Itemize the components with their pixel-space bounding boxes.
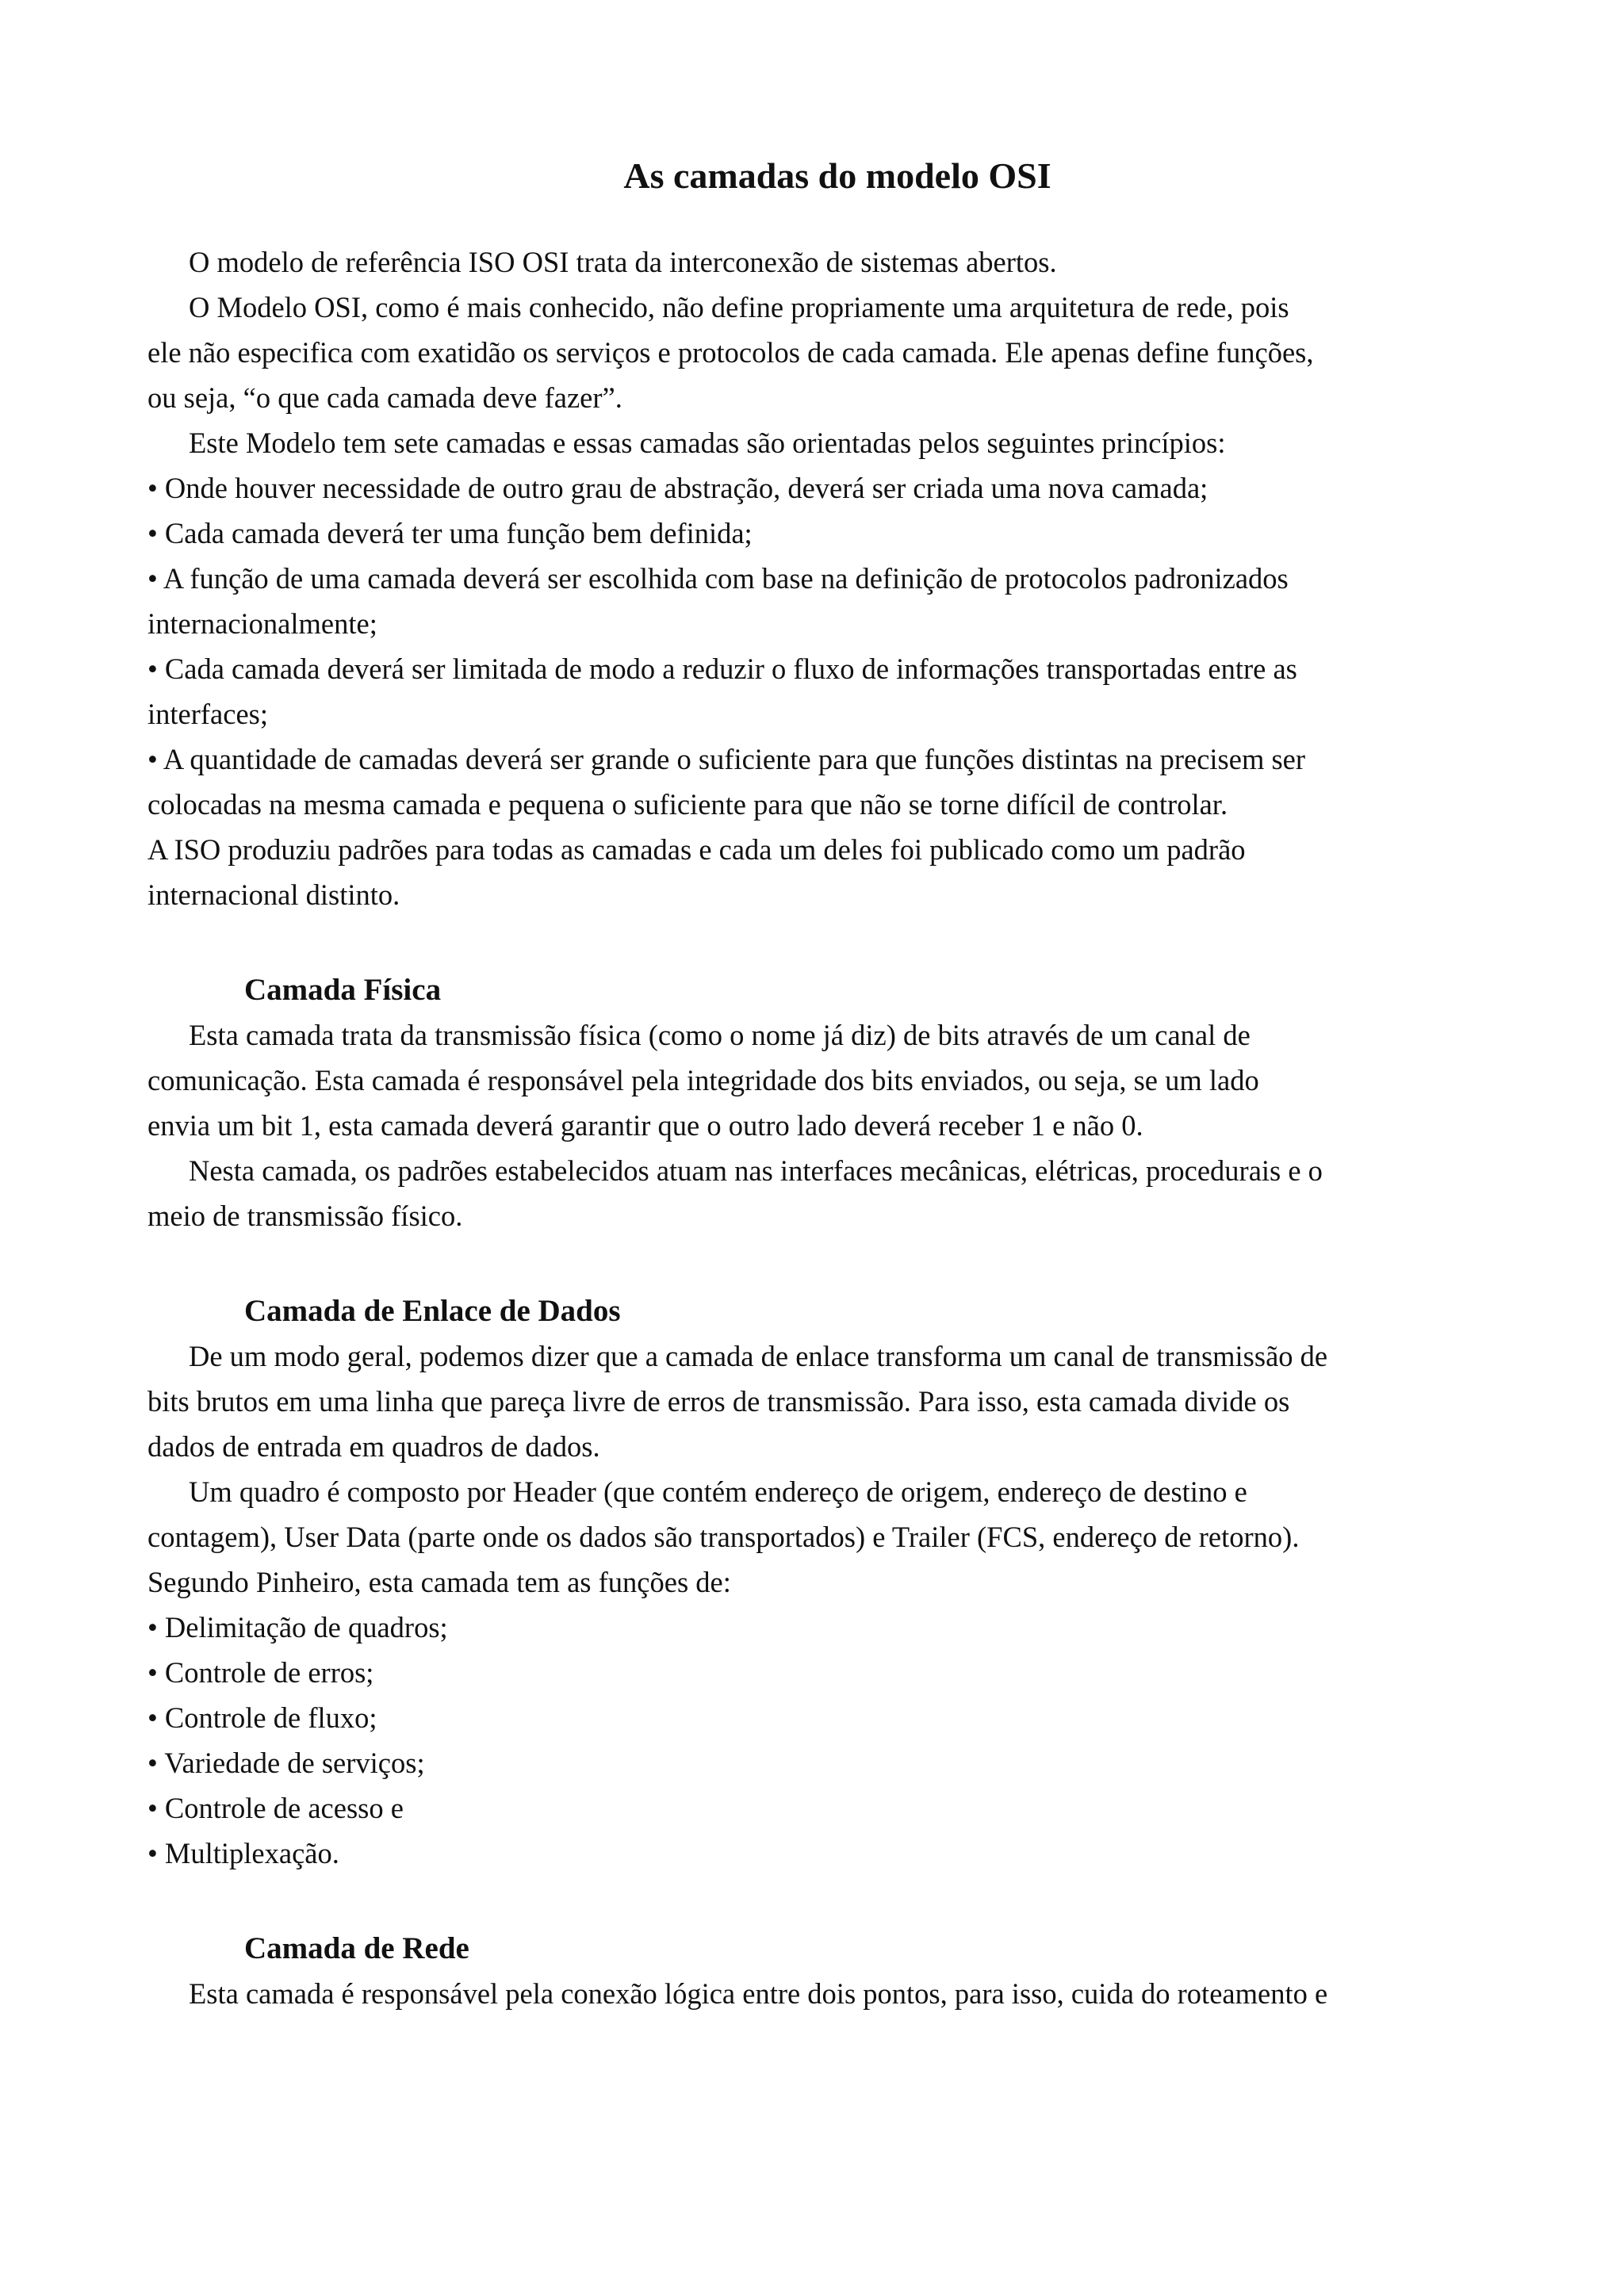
intro-section xyxy=(147,239,1480,917)
principle-item: • Cada camada deverá ser limitada de modo a reduzir o fluxo de informações transportadas entre as xyxy=(147,652,1297,685)
intro-line: O modelo de referência ISO OSI trata da interconexão de sistemas abertos. xyxy=(189,246,1057,278)
intro-line: ou seja, “o que cada camada deve fazer”. xyxy=(147,381,622,414)
principle-item: • A função de uma camada deverá ser escolhida com base na definição de protocolos padronizados xyxy=(147,562,1289,595)
principle-item: interfaces; xyxy=(147,698,268,730)
document-title: As camadas do modelo OSI xyxy=(623,155,1051,196)
section-heading-fisica: Camada Física xyxy=(244,973,442,1007)
intro-line: O Modelo OSI, como é mais conhecido, não define propriamente uma arquitetura de rede, pois xyxy=(189,291,1289,323)
paragraph-line: contagem), User Data (parte onde os dados são transportados) e Trailer (FCS, endereço de retorno). xyxy=(147,1521,1300,1553)
principle-item: • Cada camada deverá ter uma função bem definida; xyxy=(147,517,753,549)
principle-item: internacionalmente; xyxy=(147,607,377,640)
document-body xyxy=(147,151,1480,2016)
paragraph-line: Esta camada é responsável pela conexão lógica entre dois pontos, para isso, cuida do roteamento e xyxy=(189,1977,1328,2010)
function-item: • Multiplexação. xyxy=(147,1837,339,1869)
intro-line: ele não especifica com exatidão os serviços e protocolos de cada camada. Ele apenas define funções, xyxy=(147,336,1314,369)
section-rede xyxy=(147,1926,1480,2016)
function-item: • Controle de erros; xyxy=(147,1656,374,1689)
function-item: • Controle de fluxo; xyxy=(147,1701,377,1734)
paragraph-line: Nesta camada, os padrões estabelecidos atuam nas interfaces mecânicas, elétricas, procedurais e o xyxy=(189,1154,1323,1187)
paragraph-line: bits brutos em uma linha que pareça livre de erros de transmissão. Para isso, esta camada divide os xyxy=(147,1385,1290,1418)
principle-item: • A quantidade de camadas deverá ser grande o suficiente para que funções distintas na precisem ser xyxy=(147,743,1306,775)
function-item: • Variedade de serviços; xyxy=(147,1747,425,1779)
section-heading-enlace: Camada de Enlace de Dados xyxy=(244,1294,621,1328)
paragraph-line: Segundo Pinheiro, esta camada tem as funções de: xyxy=(147,1566,731,1598)
function-item: • Delimitação de quadros; xyxy=(147,1611,448,1644)
principle-item: • Onde houver necessidade de outro grau de abstração, deverá ser criada uma nova camada; xyxy=(147,472,1208,504)
intro-line: internacional distinto. xyxy=(147,878,400,911)
paragraph-line: meio de transmissão físico. xyxy=(147,1200,463,1232)
principle-item: colocadas na mesma camada e pequena o suficiente para que não se torne difícil de controlar. xyxy=(147,788,1228,821)
section-enlace xyxy=(147,1288,1480,1876)
function-item: • Controle de acesso e xyxy=(147,1792,404,1824)
section-heading-rede: Camada de Rede xyxy=(244,1931,469,1965)
section-fisica xyxy=(147,967,1480,1238)
paragraph-line: Um quadro é composto por Header (que contém endereço de origem, endereço de destino e xyxy=(189,1475,1247,1508)
paragraph-line: envia um bit 1, esta camada deverá garantir que o outro lado deverá receber 1 e não 0. xyxy=(147,1109,1143,1142)
section-spacer xyxy=(147,1876,1480,1926)
paragraph-line: dados de entrada em quadros de dados. xyxy=(147,1430,600,1463)
intro-line: A ISO produziu padrões para todas as camadas e cada um deles foi publicado como um padrão xyxy=(147,833,1246,866)
paragraph-line: Esta camada trata da transmissão física (como o nome já diz) de bits através de um canal de xyxy=(189,1019,1251,1051)
section-spacer xyxy=(147,917,1480,967)
section-spacer xyxy=(147,1238,1480,1288)
paragraph-line: comunicação. Esta camada é responsável pela integridade dos bits enviados, ou seja, se um lado xyxy=(147,1064,1259,1096)
paragraph-line: De um modo geral, podemos dizer que a camada de enlace transforma um canal de transmissão de xyxy=(189,1340,1328,1372)
intro-line: Este Modelo tem sete camadas e essas camadas são orientadas pelos seguintes princípios: xyxy=(189,427,1226,459)
